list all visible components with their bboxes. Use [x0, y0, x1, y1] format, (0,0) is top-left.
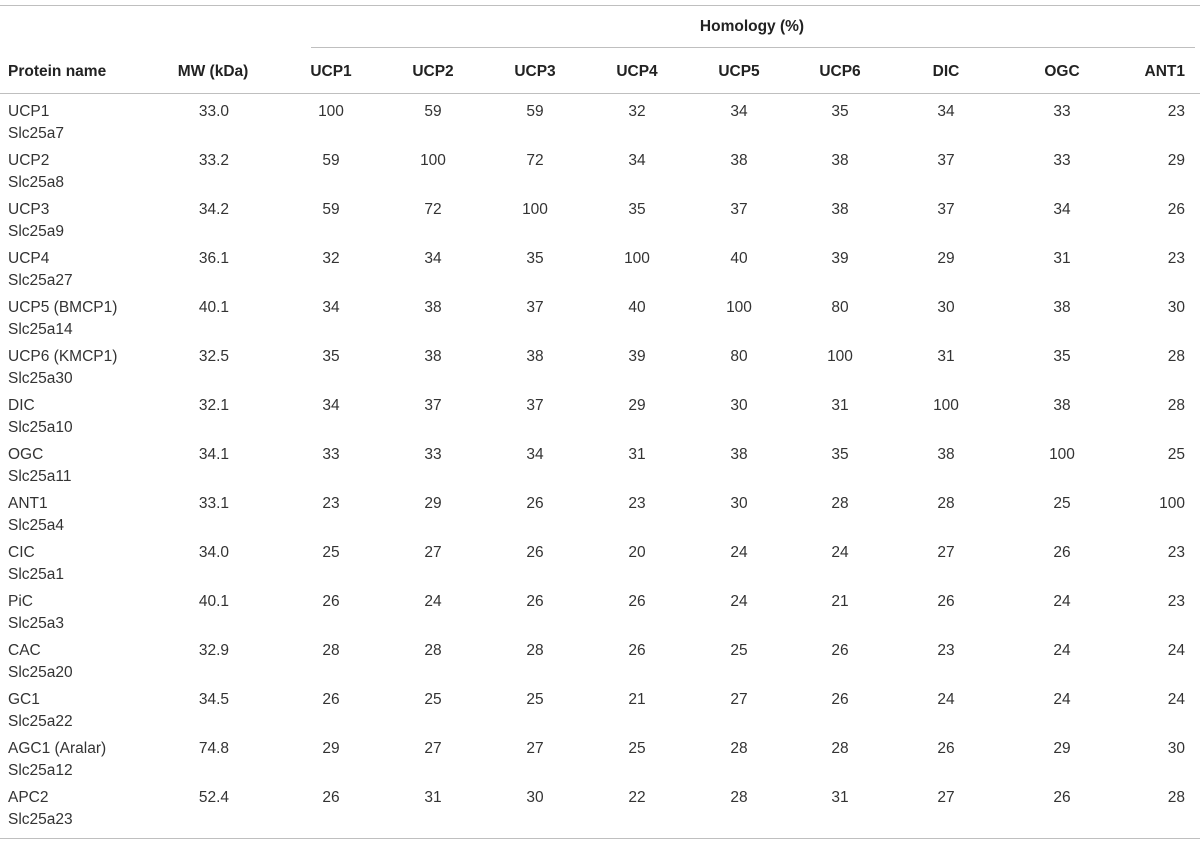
homology-value: 38	[937, 446, 955, 463]
homology-value: 25	[322, 544, 340, 561]
mw-value: 74.8	[198, 740, 229, 757]
homology-value: 21	[831, 593, 849, 610]
protein-name: UCP6 (KMCP1)	[8, 348, 118, 365]
homology-value: 29	[628, 397, 646, 414]
homology-value: 100	[1049, 446, 1075, 463]
column-header: OGC	[1044, 63, 1080, 80]
mw-value: 36.1	[198, 250, 229, 267]
homology-value: 37	[526, 397, 544, 414]
homology-value: 35	[628, 201, 646, 218]
homology-value: 37	[937, 152, 955, 169]
protein-name: APC2	[8, 789, 49, 806]
protein-name: UCP5 (BMCP1)	[8, 299, 118, 316]
homology-value: 34	[424, 250, 442, 267]
column-header: UCP5	[718, 63, 760, 80]
homology-value: 40	[628, 299, 646, 316]
homology-value: 28	[526, 642, 544, 659]
homology-value: 24	[730, 544, 748, 561]
protein-name: CAC	[8, 642, 41, 659]
homology-value: 39	[831, 250, 849, 267]
homology-value: 59	[526, 103, 544, 120]
homology-value: 31	[937, 348, 955, 365]
gene-name: Slc25a27	[8, 272, 73, 289]
homology-value: 26	[322, 691, 340, 708]
gene-name: Slc25a20	[8, 664, 73, 681]
mw-value: 32.5	[198, 348, 229, 365]
homology-value: 26	[937, 593, 955, 610]
column-header: UCP3	[514, 63, 556, 80]
column-header: Protein name	[8, 63, 107, 80]
gene-name: Slc25a22	[8, 713, 73, 730]
homology-value: 30	[730, 397, 748, 414]
homology-value: 25	[1053, 495, 1071, 512]
mw-value: 34.1	[198, 446, 229, 463]
homology-value: 24	[937, 691, 955, 708]
homology-group-header: Homology (%)	[699, 18, 805, 35]
homology-value: 24	[1053, 593, 1071, 610]
homology-value: 31	[831, 789, 849, 806]
homology-value: 34	[322, 299, 340, 316]
homology-value: 26	[526, 544, 544, 561]
homology-value: 23	[1167, 593, 1185, 610]
homology-value: 30	[937, 299, 955, 316]
gene-name: Slc25a12	[8, 762, 73, 779]
protein-name: DIC	[8, 397, 35, 414]
bottom-rule	[0, 838, 1200, 839]
top-rule	[0, 5, 1200, 6]
homology-value: 59	[322, 152, 340, 169]
homology-value: 59	[424, 103, 442, 120]
gene-name: Slc25a7	[8, 125, 65, 142]
mw-value: 34.5	[198, 691, 229, 708]
homology-value: 24	[1053, 691, 1071, 708]
mw-value: 33.0	[198, 103, 229, 120]
homology-value: 23	[937, 642, 955, 659]
gene-name: Slc25a23	[8, 811, 73, 828]
homology-value: 38	[831, 201, 849, 218]
homology-value: 100	[420, 152, 446, 169]
homology-value: 29	[1053, 740, 1071, 757]
homology-value: 100	[318, 103, 344, 120]
mw-value: 33.1	[198, 495, 229, 512]
homology-value: 38	[730, 152, 748, 169]
protein-name: GC1	[8, 691, 40, 708]
homology-value: 27	[730, 691, 748, 708]
homology-value: 24	[831, 544, 849, 561]
mw-value: 34.0	[198, 544, 229, 561]
mw-value: 40.1	[198, 299, 229, 316]
column-header: UCP4	[616, 63, 658, 80]
homology-value: 40	[730, 250, 748, 267]
mw-value: 34.2	[198, 201, 229, 218]
protein-name: OGC	[8, 446, 44, 463]
protein-name: CIC	[8, 544, 35, 561]
gene-name: Slc25a4	[8, 517, 65, 534]
homology-value: 24	[1167, 691, 1185, 708]
column-header: DIC	[932, 63, 960, 80]
homology-value: 38	[1053, 397, 1071, 414]
homology-value: 38	[424, 299, 442, 316]
homology-value: 34	[937, 103, 955, 120]
column-header: UCP1	[310, 63, 352, 80]
homology-value: 22	[628, 789, 646, 806]
protein-name: AGC1 (Aralar)	[8, 740, 107, 757]
protein-name: UCP1	[8, 103, 50, 120]
homology-value: 28	[1167, 348, 1185, 365]
homology-value: 38	[730, 446, 748, 463]
homology-value: 34	[628, 152, 646, 169]
homology-value: 23	[1167, 544, 1185, 561]
homology-value: 34	[730, 103, 748, 120]
homology-value: 37	[526, 299, 544, 316]
homology-value: 26	[1053, 789, 1071, 806]
homology-value: 28	[831, 495, 849, 512]
homology-value: 30	[1167, 740, 1185, 757]
homology-value: 26	[628, 642, 646, 659]
column-header: ANT1	[1144, 63, 1185, 80]
protein-name: UCP3	[8, 201, 50, 218]
gene-name: Slc25a30	[8, 370, 73, 387]
homology-value: 26	[322, 789, 340, 806]
homology-value: 100	[827, 348, 853, 365]
homology-value: 29	[937, 250, 955, 267]
homology-value: 100	[933, 397, 959, 414]
homology-value: 37	[730, 201, 748, 218]
homology-value: 80	[730, 348, 748, 365]
homology-value: 31	[424, 789, 442, 806]
homology-value: 28	[424, 642, 442, 659]
homology-value: 28	[1167, 789, 1185, 806]
homology-value: 100	[1159, 495, 1185, 512]
homology-value: 31	[831, 397, 849, 414]
header-rule	[0, 93, 1200, 94]
protein-name: PiC	[8, 593, 33, 610]
homology-value: 80	[831, 299, 849, 316]
homology-value: 33	[1053, 152, 1071, 169]
gene-name: Slc25a11	[8, 468, 72, 485]
homology-value: 100	[624, 250, 650, 267]
homology-value: 100	[726, 299, 752, 316]
homology-value: 100	[522, 201, 548, 218]
homology-value: 26	[1167, 201, 1185, 218]
homology-value: 26	[831, 642, 849, 659]
homology-value: 38	[1053, 299, 1071, 316]
homology-value: 28	[831, 740, 849, 757]
homology-value: 24	[424, 593, 442, 610]
homology-value: 30	[730, 495, 748, 512]
homology-value: 35	[322, 348, 340, 365]
homology-value: 24	[730, 593, 748, 610]
homology-value: 25	[526, 691, 544, 708]
column-header: UCP2	[412, 63, 454, 80]
homology-value: 23	[628, 495, 646, 512]
homology-value: 37	[424, 397, 442, 414]
homology-value: 38	[831, 152, 849, 169]
homology-value: 29	[322, 740, 340, 757]
gene-name: Slc25a3	[8, 615, 65, 632]
homology-value: 23	[1167, 250, 1185, 267]
homology-value: 37	[937, 201, 955, 218]
homology-value: 35	[1053, 348, 1071, 365]
homology-value: 27	[526, 740, 544, 757]
homology-value: 34	[526, 446, 544, 463]
column-header: UCP6	[819, 63, 861, 80]
homology-value: 27	[424, 544, 442, 561]
protein-name: UCP4	[8, 250, 50, 267]
homology-value: 23	[322, 495, 340, 512]
gene-name: Slc25a14	[8, 321, 73, 338]
homology-value: 27	[424, 740, 442, 757]
homology-value: 33	[322, 446, 340, 463]
homology-value: 28	[322, 642, 340, 659]
homology-value: 26	[526, 495, 544, 512]
homology-value: 20	[628, 544, 646, 561]
homology-value: 27	[937, 544, 955, 561]
homology-value: 26	[937, 740, 955, 757]
homology-value: 38	[526, 348, 544, 365]
homology-value: 25	[628, 740, 646, 757]
homology-value: 32	[628, 103, 646, 120]
homology-value: 28	[730, 789, 748, 806]
gene-name: Slc25a8	[8, 174, 65, 191]
homology-rule	[311, 47, 1195, 48]
homology-value: 24	[1167, 642, 1185, 659]
gene-name: Slc25a10	[8, 419, 73, 436]
homology-value: 35	[526, 250, 544, 267]
homology-value: 33	[424, 446, 442, 463]
homology-value: 35	[831, 446, 849, 463]
homology-value: 34	[1053, 201, 1071, 218]
homology-value: 26	[831, 691, 849, 708]
mw-value: 33.2	[198, 152, 229, 169]
homology-value: 26	[526, 593, 544, 610]
gene-name: Slc25a1	[8, 566, 65, 583]
homology-value: 72	[526, 152, 544, 169]
mw-value: 32.1	[198, 397, 229, 414]
homology-value: 25	[1167, 446, 1185, 463]
homology-value: 59	[322, 201, 340, 218]
homology-value: 30	[526, 789, 544, 806]
homology-value: 39	[628, 348, 646, 365]
protein-name: UCP2	[8, 152, 50, 169]
homology-value: 25	[730, 642, 748, 659]
mw-value: 40.1	[198, 593, 229, 610]
mw-value: 32.9	[198, 642, 229, 659]
homology-value: 26	[1053, 544, 1071, 561]
homology-value: 29	[1167, 152, 1185, 169]
homology-value: 27	[937, 789, 955, 806]
homology-value: 34	[322, 397, 340, 414]
homology-value: 28	[1167, 397, 1185, 414]
homology-value: 72	[424, 201, 442, 218]
homology-value: 31	[1053, 250, 1071, 267]
homology-value: 28	[730, 740, 748, 757]
homology-value: 33	[1053, 103, 1071, 120]
mw-value: 52.4	[198, 789, 229, 806]
homology-value: 24	[1053, 642, 1071, 659]
homology-value: 21	[628, 691, 646, 708]
homology-value: 26	[322, 593, 340, 610]
homology-value: 23	[1167, 103, 1185, 120]
homology-value: 35	[831, 103, 849, 120]
homology-value: 32	[322, 250, 340, 267]
homology-value: 28	[937, 495, 955, 512]
homology-value: 25	[424, 691, 442, 708]
gene-name: Slc25a9	[8, 223, 65, 240]
homology-value: 30	[1167, 299, 1185, 316]
column-header: MW (kDa)	[177, 63, 249, 80]
protein-name: ANT1	[8, 495, 48, 512]
homology-value: 31	[628, 446, 646, 463]
homology-value: 26	[628, 593, 646, 610]
homology-value: 29	[424, 495, 442, 512]
homology-value: 38	[424, 348, 442, 365]
